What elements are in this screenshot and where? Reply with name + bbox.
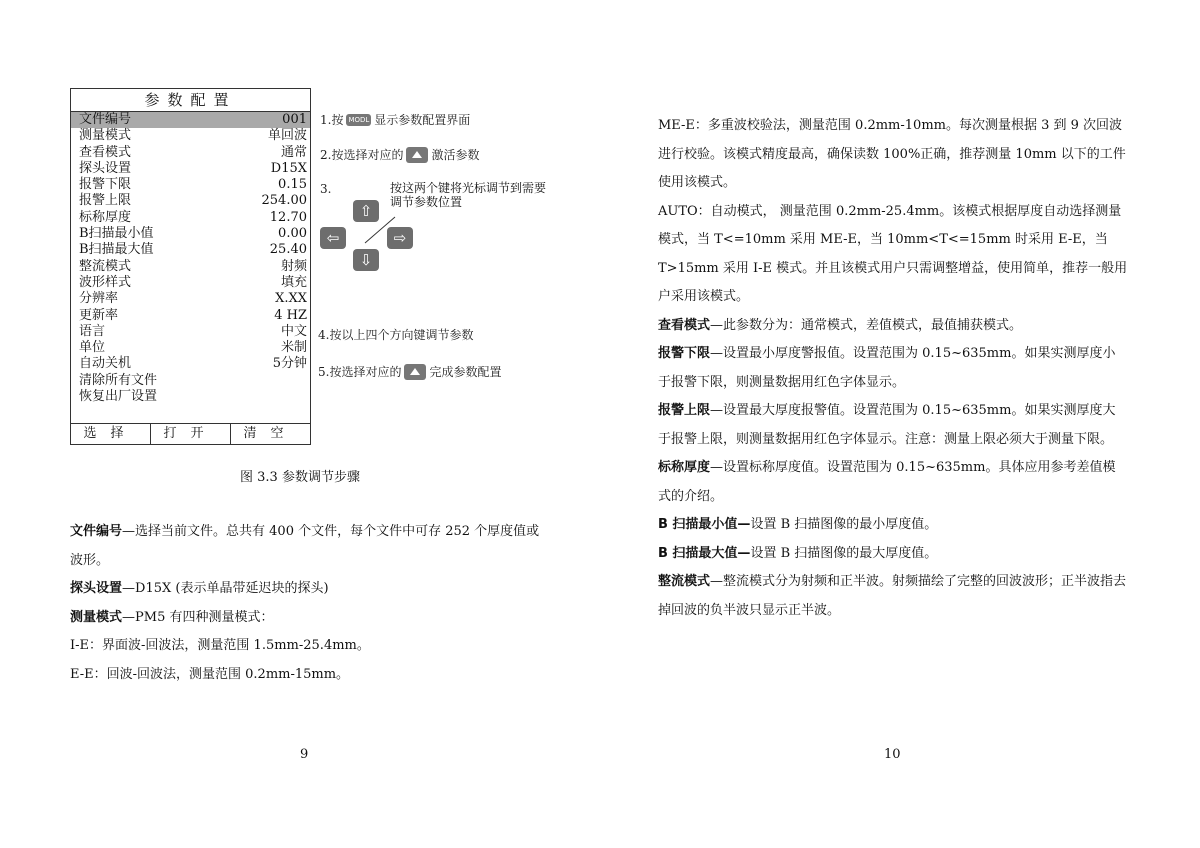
param-label: 报警下限 xyxy=(79,177,132,193)
param-value: 254.00 xyxy=(261,193,307,209)
param-row[interactable] xyxy=(71,128,310,144)
paragraph-text: —设置标称厚度值。设置范围为 0.15~635mm。具体应用参考差值模式的介绍。 xyxy=(658,460,1116,504)
paragraph xyxy=(658,511,1128,540)
param-value: 0.15 xyxy=(278,177,307,193)
param-row[interactable] xyxy=(71,308,310,324)
param-label: 测量模式 xyxy=(79,128,132,144)
param-row[interactable] xyxy=(71,161,310,177)
step-3-note: 按这两个键将光标调节到需要调节参数位置 xyxy=(390,181,547,209)
param-row[interactable] xyxy=(71,193,310,209)
paragraph-text: —设置最大厚度报警值。设置范围为 0.15~635mm。如果实测厚度大于报警上限，则测量数据用红色字体显示。注意：测量上限必须大于测量下限。 xyxy=(658,403,1116,447)
paragraph xyxy=(658,568,1128,625)
panel-footer xyxy=(71,423,310,444)
figure-caption: 图 3.3 参数调节步骤 xyxy=(240,470,360,485)
paragraph-text: I-E：界面波-回波法，测量范围 1.5mm-25.4mm。 xyxy=(70,638,370,653)
param-row[interactable] xyxy=(71,356,310,372)
modl-key: MODL xyxy=(348,115,370,124)
param-value: 5分钟 xyxy=(272,356,307,372)
step-1-prefix: 1.按 xyxy=(320,113,344,127)
param-value: 中文 xyxy=(280,323,307,339)
right-arrow-icon: ⇨ xyxy=(387,227,413,249)
parameter-config-panel xyxy=(70,88,311,445)
paragraph-term: 文件编号 xyxy=(70,524,123,539)
paragraph-term: 探头设置 xyxy=(70,581,123,596)
param-value: 4 HZ xyxy=(274,307,307,323)
paragraph-text: 设置 B 扫描图像的最小厚度值。 xyxy=(750,517,938,532)
paragraph-text: ME-E：多重波校验法，测量范围 0.2mm-10mm。每次测量根据 3 到 9 次回波进行校验。该模式精度最高，确保读数 100%正确，推荐测量 10mm 以下的工件使用该模式。 xyxy=(658,118,1126,190)
paragraph-text: 设置 B 扫描图像的最大厚度值。 xyxy=(750,545,938,561)
param-value: 通常 xyxy=(280,144,307,160)
param-label: B扫描最大值 xyxy=(79,242,154,258)
paragraph xyxy=(70,661,540,690)
param-value: D15X xyxy=(270,160,307,176)
param-row[interactable] xyxy=(71,226,310,242)
step-2-prefix: 2.按选择对应的 xyxy=(320,148,404,162)
param-value: 12.70 xyxy=(269,209,307,225)
paragraph xyxy=(70,575,540,604)
param-label: 文件编号 xyxy=(79,112,132,127)
paragraph-term: B 扫描最大值— xyxy=(658,545,751,561)
left-arrow-icon: ⇦ xyxy=(320,227,346,249)
param-value: 填充 xyxy=(280,274,307,290)
step-1-text: 显示参数配置界面 xyxy=(374,113,471,127)
paragraph xyxy=(70,518,540,575)
param-label: 分辨率 xyxy=(79,291,119,307)
param-value: 射频 xyxy=(280,258,307,274)
param-row[interactable] xyxy=(71,145,310,161)
param-label: 探头设置 xyxy=(79,160,132,176)
paragraph xyxy=(658,198,1128,312)
open-button[interactable]: 打开 xyxy=(151,424,231,444)
param-label: 语言 xyxy=(79,323,106,339)
step-1 xyxy=(320,111,470,128)
param-row[interactable] xyxy=(71,291,310,307)
param-row[interactable] xyxy=(71,210,310,226)
left-page-body xyxy=(70,518,540,689)
param-label: 波形样式 xyxy=(79,274,132,290)
param-label: 整流模式 xyxy=(79,258,132,274)
paragraph-term: 标称厚度 xyxy=(658,460,711,475)
up-triangle-key-icon xyxy=(406,147,428,163)
paragraph xyxy=(658,340,1128,397)
clear-button[interactable]: 清空 xyxy=(243,426,298,441)
paragraph-text: —选择当前文件。总共有 400 个文件，每个文件中可存 252 个厚度值或波形。 xyxy=(70,524,540,568)
paragraph-text: —设置最小厚度警报值。设置范围为 0.15~635mm。如果实测厚度小于报警下限，则测量数据用红色字体显示。 xyxy=(658,346,1116,390)
paragraph xyxy=(658,454,1128,511)
param-row[interactable] xyxy=(71,373,310,389)
step-2 xyxy=(320,146,479,163)
param-row[interactable] xyxy=(71,389,310,405)
page-number-right: 10 xyxy=(884,747,901,762)
param-label: 更新率 xyxy=(79,307,119,323)
paragraph xyxy=(658,397,1128,454)
paragraph-term: 整流模式 xyxy=(658,574,711,589)
param-value: 0.00 xyxy=(278,226,307,242)
right-page-body xyxy=(658,112,1128,625)
param-row[interactable] xyxy=(71,242,310,258)
param-value: X.XX xyxy=(275,291,307,307)
paragraph-text: E-E：回波-回波法，测量范围 0.2mm-15mm。 xyxy=(70,666,350,682)
paragraph xyxy=(70,604,540,633)
select-button[interactable]: 选择 xyxy=(71,424,151,444)
param-label: 恢复出厂设置 xyxy=(79,389,158,405)
param-row[interactable] xyxy=(71,324,310,340)
param-row[interactable] xyxy=(71,177,310,193)
paragraph-term: 报警上限 xyxy=(658,403,711,418)
step-5 xyxy=(318,363,501,380)
param-row[interactable] xyxy=(71,112,310,128)
step-4 xyxy=(318,326,473,343)
step-3-number: 3. xyxy=(320,182,332,196)
paragraph-text: AUTO：自动模式， 测量范围 0.2mm-25.4mm。该模式根据厚度自动选择测量模式，当 T<=10mm 采用 ME-E，当 10mm<T<=15mm 时采用 E-E，当 T>15mm 采用 I-E 模式。并且该模式用户只需调整增益，使用简单，推荐一般用户采用该模式。 xyxy=(658,203,1128,304)
param-value: 米制 xyxy=(280,340,307,356)
param-row[interactable] xyxy=(71,259,310,275)
param-value: 25.40 xyxy=(269,242,307,258)
down-arrow-icon: ⇩ xyxy=(353,249,379,271)
paragraph-term: 报警下限 xyxy=(658,346,711,361)
step-4-text: 4.按以上四个方向键调节参数 xyxy=(318,328,474,342)
up-arrow-icon: ⇧ xyxy=(353,200,379,222)
param-row[interactable] xyxy=(71,275,310,291)
param-value: 单回波 xyxy=(267,128,307,144)
paragraph-text: —PM5 有四种测量模式： xyxy=(122,609,274,625)
paragraph-text: —整流模式分为射频和正半波。射频描绘了完整的回波波形；正半波指去掉回波的负半波只显示正半波。 xyxy=(658,574,1127,618)
param-label: 清除所有文件 xyxy=(79,372,158,388)
paragraph-term: B 扫描最小值— xyxy=(658,517,751,532)
param-label: 单位 xyxy=(79,340,106,356)
paragraph xyxy=(658,540,1128,569)
param-label: 自动关机 xyxy=(79,356,132,372)
param-value: 001 xyxy=(282,112,307,127)
panel-title: 参数配置 xyxy=(71,89,310,112)
param-label: B扫描最小值 xyxy=(79,226,154,242)
param-row[interactable] xyxy=(71,340,310,356)
paragraph xyxy=(658,112,1128,198)
paragraph-text: —D15X (表示单晶带延迟块的探头) xyxy=(122,581,329,596)
step-5-prefix: 5.按选择对应的 xyxy=(318,365,402,379)
paragraph-term: 查看模式 xyxy=(658,317,711,333)
page-number-left: 9 xyxy=(300,747,309,762)
step-2-text: 激活参数 xyxy=(431,148,480,162)
paragraph xyxy=(658,312,1128,341)
param-label: 查看模式 xyxy=(79,144,132,160)
param-label: 报警上限 xyxy=(79,193,132,209)
up-triangle-key-icon xyxy=(404,364,426,380)
step-5-text: 完成参数配置 xyxy=(429,365,502,379)
paragraph-term: 测量模式 xyxy=(70,609,123,625)
paragraph-text: —此参数分为：通常模式，差值模式，最值捕获模式。 xyxy=(710,317,1023,333)
paragraph xyxy=(70,632,540,661)
param-label: 标称厚度 xyxy=(79,209,132,225)
step-3 xyxy=(320,182,331,196)
